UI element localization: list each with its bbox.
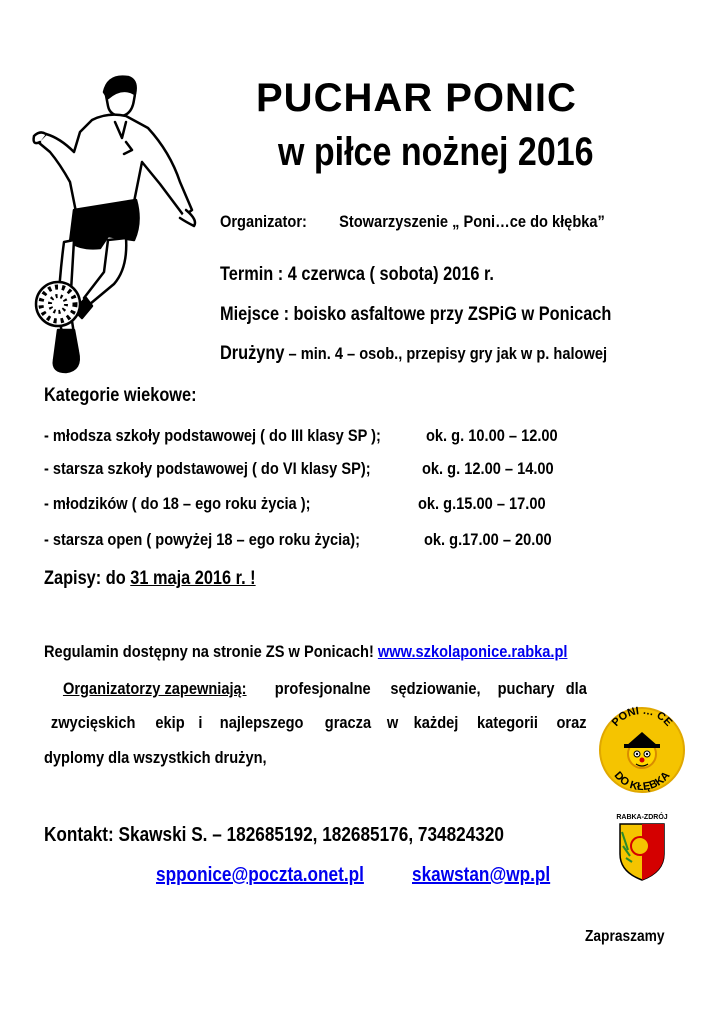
regulamin-text: Regulamin dostępny na stronie ZS w Ponicach! — [44, 642, 378, 661]
organizer-line — [220, 212, 605, 232]
zapisy-label: Zapisy: do — [44, 568, 131, 589]
word: ekip — [155, 713, 185, 732]
word: kategorii — [477, 713, 539, 732]
category-name: - młodzików ( do 18 – ego roku życia ); — [44, 494, 311, 513]
word: i — [198, 713, 203, 732]
email-link-1[interactable] — [156, 864, 364, 887]
druzyny-line — [220, 343, 607, 365]
category-time: ok. g. 10.00 – 12.00 — [426, 426, 558, 445]
category-name: - starsza open ( powyżej 18 – ego roku życia); — [44, 530, 361, 549]
category-row — [44, 459, 371, 479]
zapewniaja-line-1 — [44, 679, 589, 699]
druzyny-value: – min. 4 – osob., przepisy gry jak w p. halowej — [284, 344, 608, 363]
zapewniaja-line-3: dyplomy dla wszystkich drużyn, — [44, 748, 267, 767]
email-link-2[interactable] — [412, 864, 550, 887]
word: każdej — [413, 713, 459, 732]
word: puchary — [497, 679, 555, 698]
page-subtitle: w piłce nożnej 2016 — [278, 130, 594, 174]
footer-invite: Zapraszamy — [585, 928, 665, 945]
word: w — [386, 713, 399, 732]
kontakt-line: Kontakt: Skawski S. – 182685192, 182685176, 734824320 — [44, 824, 504, 846]
miejsce-line: Miejsce : boisko asfaltowe przy ZSPiG w Ponicach — [220, 304, 612, 325]
regulamin-link[interactable]: www.szkolaponice.rabka.pl — [377, 642, 568, 661]
category-time: ok. g.15.00 – 17.00 — [418, 494, 546, 513]
word: najlepszego — [220, 713, 304, 732]
category-row — [44, 494, 310, 514]
zapewniaja-line-2 — [44, 713, 589, 733]
email-link[interactable]: skawstan@wp.pl — [412, 864, 551, 886]
category-time: ok. g. 12.00 – 14.00 — [422, 459, 554, 478]
word: zwycięskich — [50, 713, 136, 732]
word: gracza — [325, 713, 372, 732]
word: profesjonalne — [274, 679, 371, 698]
zapewniaja-label: Organizatorzy zapewniają: — [62, 679, 247, 698]
word: dla — [566, 679, 588, 698]
zapisy-date: 31 maja 2016 r. ! — [130, 568, 256, 589]
category-row — [44, 426, 381, 446]
page-title: PUCHAR PONIC — [256, 76, 577, 120]
poni-ce-logo — [598, 700, 686, 800]
organizer-label: Organizator: — [220, 212, 307, 231]
email-link[interactable]: spponice@poczta.onet.pl — [156, 864, 364, 886]
logo1-bottom-text: DO KŁĘBKA — [611, 769, 673, 794]
rabka-zdroj-logo — [614, 810, 670, 882]
football-player-icon — [30, 72, 220, 377]
word: oraz — [556, 713, 587, 732]
zapisy-line — [44, 568, 256, 590]
termin-line: Termin : 4 czerwca ( sobota) 2016 r. — [220, 264, 494, 285]
regulamin-line — [44, 642, 567, 662]
druzyny-label: Drużyny — [220, 343, 285, 364]
logo1-top-text: PONI … CE — [609, 704, 675, 729]
logo2-text: RABKA-ZDRÓJ — [616, 814, 668, 821]
category-time: ok. g.17.00 – 20.00 — [424, 530, 552, 549]
category-name: - młodsza szkoły podstawowej ( do III klasy SP ); — [44, 426, 381, 445]
ball-icon — [36, 282, 80, 326]
category-name: - starsza szkoły podstawowej ( do VI klasy SP); — [44, 459, 371, 478]
category-row — [44, 530, 360, 550]
organizer-value: Stowarzyszenie „ Poni…ce do kłębka” — [339, 212, 605, 231]
categories-heading: Kategorie wiekowe: — [44, 385, 197, 406]
word: sędziowanie, — [390, 679, 481, 698]
